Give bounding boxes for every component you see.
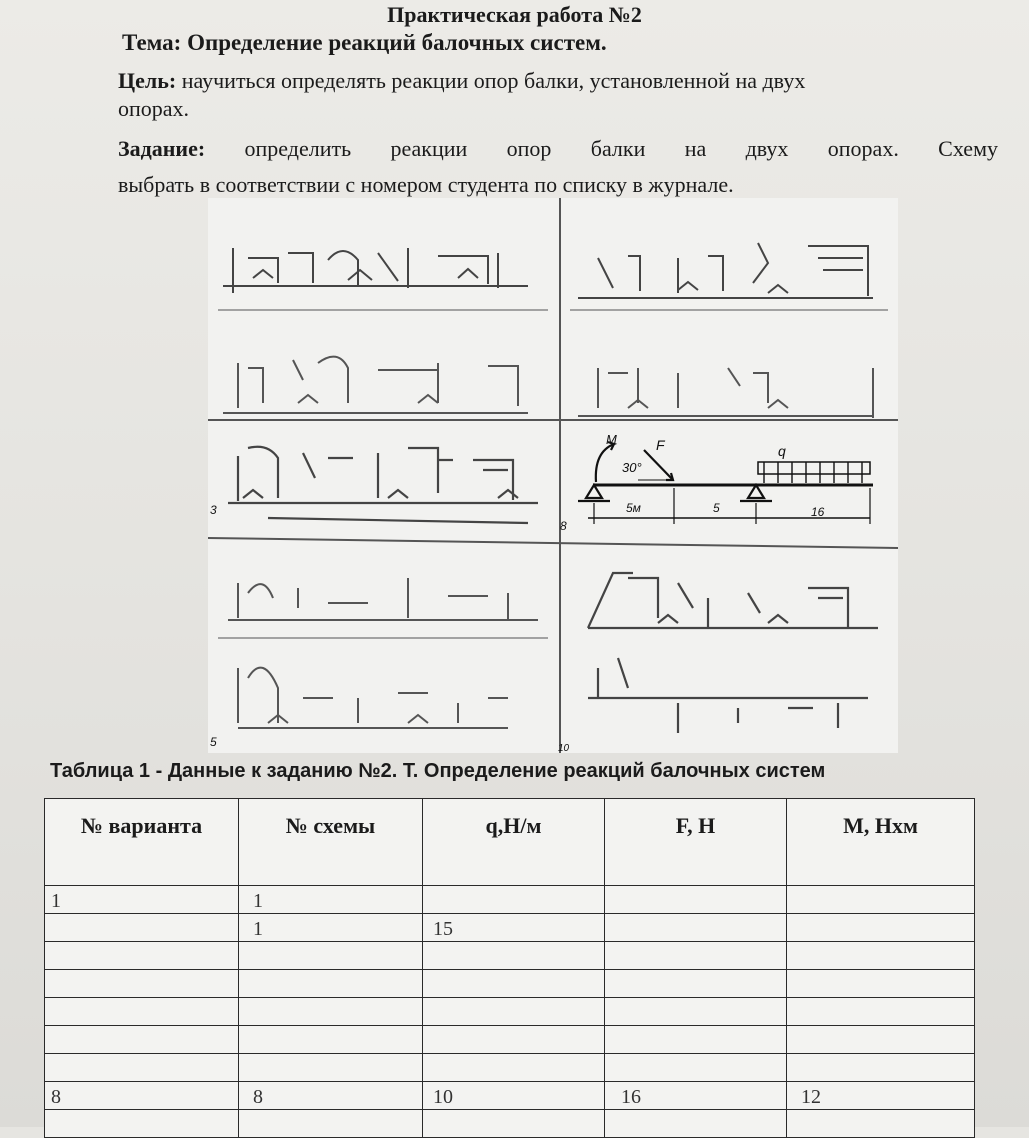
dimension-label-3: 16	[811, 505, 825, 519]
scheme-number-label: 3	[210, 503, 217, 517]
table-row	[45, 1054, 975, 1082]
table-row	[45, 942, 975, 970]
table-cell	[239, 1110, 423, 1138]
task-line	[118, 136, 998, 162]
table-cell: 1	[239, 886, 423, 914]
faded-scheme	[588, 573, 878, 733]
table-cell: 8	[239, 1082, 423, 1110]
faded-scheme	[223, 248, 528, 293]
faded-scheme	[578, 243, 873, 298]
moment-arrow	[596, 442, 614, 482]
table-cell: 15	[423, 914, 605, 942]
task-label: Задание:	[118, 136, 206, 161]
task-word: реакции	[390, 136, 468, 161]
task-word: опор	[506, 136, 552, 161]
table-cell	[787, 1026, 975, 1054]
column-header-m: М, Нхм	[787, 799, 975, 886]
faded-scheme	[223, 357, 528, 413]
support-pin-middle	[748, 485, 764, 498]
task-word: опорах.	[827, 136, 899, 161]
task-word: определить	[244, 136, 352, 161]
grid-divider	[208, 538, 898, 548]
table-row	[45, 970, 975, 998]
column-header-q: q,Н/м	[423, 799, 605, 886]
task-word: балки	[590, 136, 646, 161]
task-word: двух	[745, 136, 789, 161]
table-row	[45, 1110, 975, 1138]
table-row	[45, 914, 975, 942]
force-arrow	[644, 450, 673, 480]
table-cell	[423, 998, 605, 1026]
table-cell	[787, 942, 975, 970]
table-cell	[423, 1110, 605, 1138]
table-cell	[45, 1026, 239, 1054]
table-cell	[45, 914, 239, 942]
table-cell	[787, 914, 975, 942]
dimension-label-1: 5м	[626, 501, 641, 515]
table-cell	[787, 1110, 975, 1138]
table-cell: 12	[787, 1082, 975, 1110]
table-cell	[605, 1054, 787, 1082]
column-header-f: F, Н	[605, 799, 787, 886]
goal-line-continued: опорах.	[118, 96, 190, 121]
table-cell	[787, 886, 975, 914]
table-cell	[605, 942, 787, 970]
task-word: Схему	[938, 136, 998, 161]
scheme-number-label: 8	[560, 519, 567, 533]
topic-label: Тема:	[122, 30, 182, 55]
task-word: на	[684, 136, 707, 161]
table-cell: 8	[45, 1082, 239, 1110]
table-cell	[239, 998, 423, 1026]
table-cell: 1	[45, 886, 239, 914]
goal-line	[118, 68, 805, 94]
table-cell	[605, 970, 787, 998]
table-caption: Таблица 1 - Данные к заданию №2. Т. Определение реакций балочных систем	[50, 760, 826, 782]
table-cell	[45, 1110, 239, 1138]
dimension-label-2: 5	[713, 501, 720, 515]
table-cell	[605, 1110, 787, 1138]
table-cell	[605, 1026, 787, 1054]
force-label: F	[656, 437, 665, 453]
table-cell	[239, 942, 423, 970]
variants-table	[44, 798, 975, 1138]
goal-label: Цель:	[118, 68, 177, 93]
angle-label: 30°	[622, 460, 642, 475]
table-cell: 16	[605, 1082, 787, 1110]
load-label: q	[778, 443, 786, 459]
faded-scheme	[578, 368, 873, 418]
faded-scheme	[228, 578, 538, 728]
topic-text: Определение реакций балочных систем.	[187, 30, 607, 55]
table-cell	[605, 998, 787, 1026]
goal-text: научиться определять реакции опор балки, установленной на двух	[181, 68, 806, 93]
faded-scheme	[228, 447, 538, 523]
table-cell	[787, 1054, 975, 1082]
table-cell	[787, 970, 975, 998]
table-cell	[239, 1054, 423, 1082]
scheme-8-beam	[578, 442, 873, 524]
table-cell	[423, 942, 605, 970]
table-cell	[45, 1054, 239, 1082]
table-row	[45, 886, 975, 914]
table-cell	[239, 970, 423, 998]
table-header-row	[45, 799, 975, 886]
topic-line	[122, 30, 607, 56]
table-row	[45, 998, 975, 1026]
table-cell: 1	[239, 914, 423, 942]
task-line-continued: выбрать в соответствии с номером студента по списку в журнале.	[118, 172, 734, 197]
table-cell	[423, 1054, 605, 1082]
document-title: Практическая работа №2	[387, 2, 642, 27]
table-cell	[605, 886, 787, 914]
table-cell	[787, 998, 975, 1026]
table-cell	[423, 1026, 605, 1054]
column-header-variant: № варианта	[45, 799, 239, 886]
table-cell	[605, 914, 787, 942]
scheme-number-label: 5	[210, 735, 217, 749]
support-pin-left	[586, 485, 602, 498]
table-cell	[239, 1026, 423, 1054]
table-cell	[45, 942, 239, 970]
table-cell	[45, 998, 239, 1026]
column-header-scheme: № схемы	[239, 799, 423, 886]
table-cell	[423, 886, 605, 914]
table-cell: 10	[423, 1082, 605, 1110]
table-cell	[423, 970, 605, 998]
table-row	[45, 1082, 975, 1110]
beam-schemes-drawing	[208, 198, 898, 753]
table-cell	[45, 970, 239, 998]
distributed-load-arrows	[764, 462, 862, 483]
beam-schemes-figure	[208, 198, 898, 753]
table-row	[45, 1026, 975, 1054]
distributed-load-box	[758, 462, 870, 474]
moment-label: M	[606, 432, 617, 447]
scheme-number-label: 10	[558, 743, 570, 753]
